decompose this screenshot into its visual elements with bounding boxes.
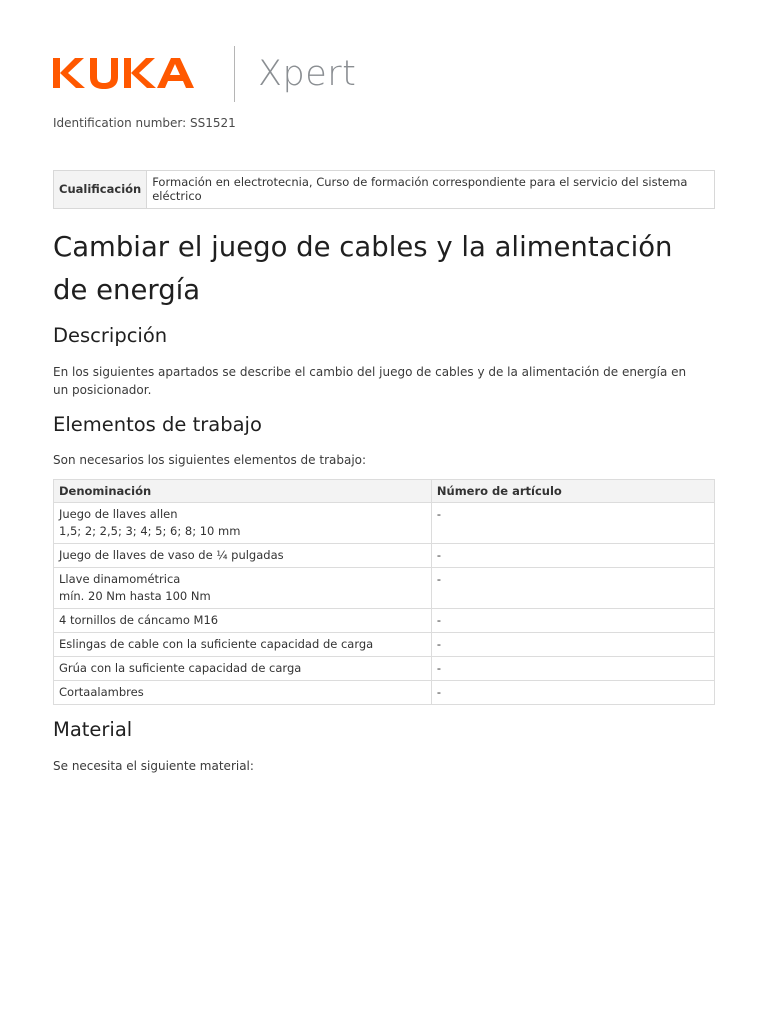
qualification-row	[54, 171, 715, 209]
item-number: -	[431, 681, 714, 705]
table-row	[54, 609, 715, 633]
qualification-value: Formación en electrotecnia, Curso de formación correspondiente para el servicio del sistema eléctrico	[147, 171, 715, 209]
material-heading: Material	[53, 718, 133, 741]
item-number: -	[431, 609, 714, 633]
item-number: -	[431, 657, 714, 681]
work-items-heading: Elementos de trabajo	[53, 413, 262, 436]
kuka-logo	[53, 56, 209, 90]
item-name: Juego de llaves allen	[59, 507, 178, 521]
item-name-cell	[54, 544, 432, 568]
table-row	[54, 657, 715, 681]
table-row	[54, 568, 715, 609]
logo-divider	[234, 46, 235, 102]
column-header-name: Denominación	[54, 480, 432, 503]
item-number: -	[431, 503, 714, 544]
header-logo	[53, 44, 453, 102]
product-name: Xpert	[258, 54, 357, 94]
item-detail: 1,5; 2; 2,5; 3; 4; 5; 6; 8; 10 mm	[59, 524, 241, 538]
item-detail: mín. 20 Nm hasta 100 Nm	[59, 589, 211, 603]
table-row	[54, 503, 715, 544]
work-items-table	[53, 479, 715, 705]
column-header-number: Número de artículo	[431, 480, 714, 503]
description-heading: Descripción	[53, 324, 168, 347]
qualification-table	[53, 170, 715, 209]
item-name: Llave dinamométrica	[59, 572, 181, 586]
item-number: -	[431, 568, 714, 609]
item-name: Juego de llaves de vaso de ¼ pulgadas	[59, 548, 284, 562]
page-title: Cambiar el juego de cables y la alimentación de energía	[53, 231, 673, 306]
table-row	[54, 681, 715, 705]
item-name: Grúa con la suficiente capacidad de carga	[59, 661, 302, 675]
table-row	[54, 633, 715, 657]
item-name-cell	[54, 609, 432, 633]
item-name-cell	[54, 568, 432, 609]
table-header-row	[54, 480, 715, 503]
item-name-cell	[54, 681, 432, 705]
item-name: 4 tornillos de cáncamo M16	[59, 613, 219, 627]
identification-number: Identification number: SS1521	[53, 116, 236, 130]
material-intro: Se necesita el siguiente material:	[53, 759, 254, 773]
item-name: Cortaalambres	[59, 685, 144, 699]
item-name-cell	[54, 503, 432, 544]
table-row	[54, 544, 715, 568]
work-items-intro: Son necesarios los siguientes elementos de trabajo:	[53, 453, 367, 467]
item-number: -	[431, 633, 714, 657]
item-name-cell	[54, 633, 432, 657]
description-text: En los siguientes apartados se describe el cambio del juego de cables y de la alimentación de energía en un posicionador.	[53, 365, 687, 397]
item-name: Eslingas de cable con la suficiente capacidad de carga	[59, 637, 374, 651]
item-number: -	[431, 544, 714, 568]
qualification-label: Cualificación	[54, 171, 147, 209]
item-name-cell	[54, 657, 432, 681]
